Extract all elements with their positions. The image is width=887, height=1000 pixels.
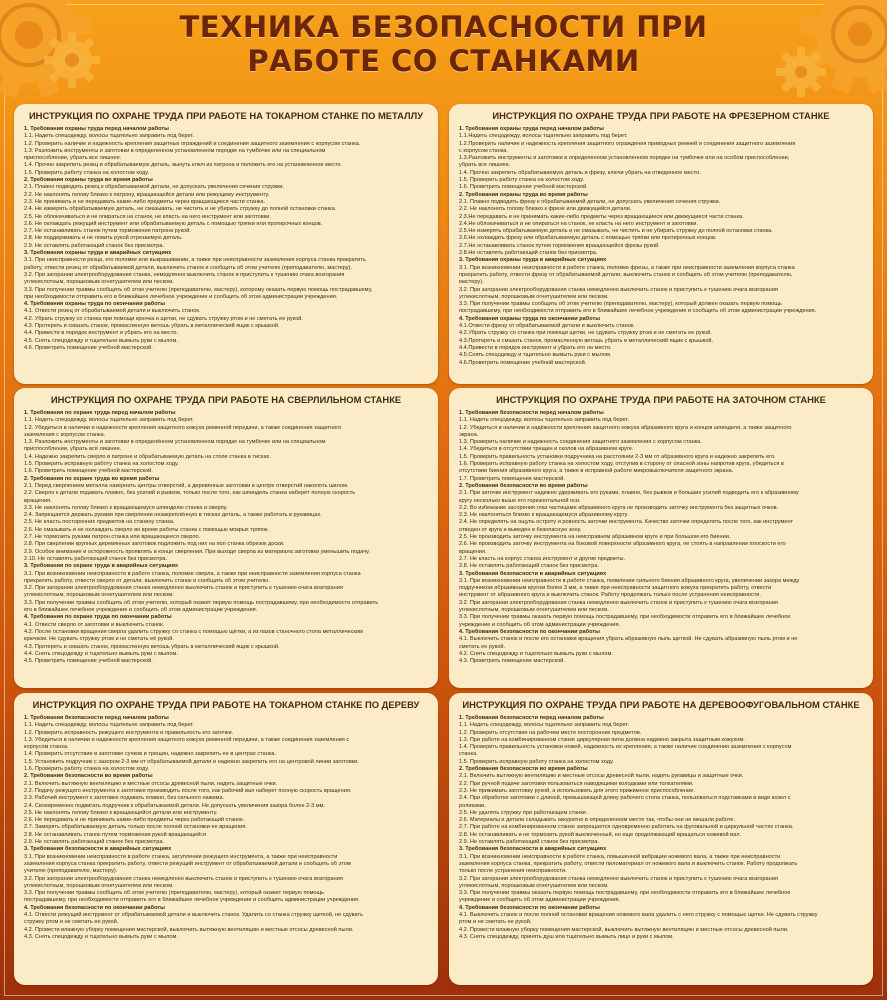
- instruction-item: углекислотным, порошковым огнетушителем или песком.: [459, 882, 609, 889]
- panel-body: [24, 126, 428, 352]
- poster-title: [0, 10, 887, 78]
- section-heading: 4. Требования безопасности по окончании работы: [24, 904, 165, 911]
- instruction-item: 2.7.Не останавливать станок путем торможения вращающейся фрезы рукой.: [459, 242, 660, 249]
- section-heading: 1. Требования безопасности перед началом работы: [459, 410, 604, 416]
- instruction-item: 2.1. Включить вытяжную вентиляцию и местные отсосы древесной пыли, надеть защитные очки.: [24, 780, 278, 787]
- instruction-item: 2.1. Перед сверлением металла накернить центры отверстий, а деревянные заготовки в центре отверстий наколоть шилом.: [24, 482, 349, 489]
- instruction-item: 2.6.Не охлаждать фрезу или обрабатываемую деталь с помощью тряпки или протирочных концов.: [459, 235, 717, 242]
- section-heading: 1. Требования охраны труда перед началом работы: [459, 126, 604, 132]
- section-heading: 3. Требования охраны труда в аварийных ситуациях: [459, 257, 607, 264]
- section-heading: 1. Требования безопасности перед началом работы: [459, 715, 604, 721]
- instruction-item: учителю (преподавателю, мастеру).: [24, 868, 118, 875]
- instruction-item: 4.2. Провести влажную уборку помещения мастерской, выключить вытяжную вентиляцию и местные отсосы древесной пыли.: [24, 926, 354, 933]
- instruction-item: 2.8. Не останавливать и не тормозить рукой выключенный, но еще продолжающий вращаться ножевой вал.: [459, 831, 742, 838]
- instruction-item: 3.1. При возникновении неисправности в работе станка, поломке сверла, а также при неисправности заземления корпуса станка: [24, 570, 361, 577]
- section-heading: 2. Требования безопасности во время работы: [459, 766, 588, 773]
- instruction-item: 4.5. Проветрить помещение учебной мастерской.: [24, 658, 153, 665]
- instruction-item: 2.5. Не наклонять голову близко к вращающейся детали или инструменту.: [24, 809, 218, 816]
- section-heading: 3. Требования безопасности в аварийных ситуациях: [459, 846, 607, 853]
- instruction-item: 2.4. При обработке заготовки с длиной, превышающей длину рабочего стола станка, пользоваться подставками в виде козел с: [459, 795, 791, 802]
- instruction-item: 2.4. Не измерять обрабатываемую деталь, не смазывать, не чистить и не убирать стружку до полной остановки станка.: [24, 206, 337, 213]
- instruction-item: 1.4. Проверить отсутствие в заготовке сучков и трещин, надежно закрепить ее в центрах станка.: [24, 751, 277, 758]
- panel-milling: [449, 104, 873, 384]
- instruction-item: 1.6. Проверить работу станка на холостом ходу.: [24, 766, 150, 773]
- instruction-item: только после устранения неисправности.: [459, 868, 567, 875]
- instruction-item: 2.9. Не оставлять работающий станок без присмотра.: [459, 839, 599, 846]
- section-heading: 4. Требования безопасности по окончании работы: [459, 628, 600, 635]
- instruction-item: 2.7. При работе на комбинированном станке запрещается одновременно работать на фуговальной и циркульной частях станка.: [459, 824, 794, 831]
- instruction-item: 2.4. Запрещается держать руками при сверлении незакреплённую в тисках деталь, а также работать в рукавицах.: [24, 512, 322, 519]
- instruction-item: крючком. Не сдувать стружку ртом и не сметать её рукой.: [24, 636, 174, 643]
- instruction-item: 3.3. При получении травмы сообщить об этом учителю (преподавателю, мастеру), который должен оказать первую помощь: [459, 301, 782, 308]
- instruction-item: 3.3. При получении травмы сообщить об этом учителю (преподавателю, мастеру), которому оказать первую помощь пострадавшему,: [24, 286, 373, 293]
- instruction-item: 3.1. При возникновении неисправности в работе станка, повышенной вибрации ножевого вала, а также при неисправности: [459, 853, 781, 860]
- instruction-item: при необходимости отправить его в ближайшее лечебное учреждение и сообщить об этом администрации учреждения.: [24, 293, 338, 300]
- section-heading: 1. Требования безопасности перед началом работы: [24, 715, 169, 721]
- instruction-item: 1.4. Убедиться в отсутствии трещин и сколов на абразивном круге.: [459, 446, 634, 453]
- instruction-item: 1.6. Проветрить помещение учебной мастерской.: [459, 184, 588, 191]
- instruction-item: 2.3. Не прижимать заготовку рукой, а использовать для этого прижимное приспособление.: [459, 787, 695, 794]
- instruction-item: 1.5. Проверить исправную работу станка на холостом ходу.: [24, 461, 179, 468]
- instruction-item: 3.3. При получении травмы сообщить об этом учителю (преподавателю, мастеру), который окажет первую помощь: [24, 890, 325, 897]
- section-heading: 1. Требования охраны труда перед началом работы: [24, 126, 169, 132]
- instruction-item: 2.3. Рабочий инструмент к заготовке подавать плавно, без сильного нажима.: [24, 795, 225, 802]
- instruction-item: 1.3. Проверить наличие и надежность соединения защитного заземления с корпусом станка.: [459, 439, 702, 446]
- instruction-item: 2.8.Не оставлять работающий станок без присмотра.: [459, 250, 598, 257]
- instruction-item: 3.3. При получении травмы сообщить об этом учителю, который окажет первую помощь пострадавшему, при необходимости отправить: [24, 599, 379, 606]
- instruction-item: 1.3. Разложить инструменты и заготовки в определённом установленном порядке на тумбочке или на специальном: [24, 439, 326, 446]
- instruction-item: 1.2. Проверить исправность режущего инструмента и правильность его заточки.: [24, 729, 234, 736]
- instruction-item: 2.5.Не измерять обрабатываемую деталь и не смазывать, не чистить и не убирать стружку до полной остановки станка.: [459, 228, 773, 235]
- panel-body: [24, 715, 428, 941]
- instruction-item: 2.2. Не наклонять голову близко к патрону, вращающейся детали или режущему инструменту.: [24, 191, 270, 198]
- panel-body: [459, 126, 863, 367]
- instruction-item: вращения.: [459, 548, 487, 555]
- instruction-item: 4.3. Протереть и смазать станок, промасленную ветошь убрать в металлический ящик с крышкой.: [24, 643, 280, 650]
- instruction-item: с корпусом станка.: [459, 147, 508, 154]
- instruction-item: 1.5. Проверить работу станка на холостом ходу.: [459, 177, 585, 184]
- instruction-item: 2.3. Не наклоняться близко к вращающемуся абразивному кругу.: [459, 512, 629, 519]
- instruction-item: 4.2. После остановки вращения сверла удалить стружку со станка с помощью щётки, а из пазов станочного стола металлическим: [24, 628, 363, 635]
- section-heading: 2. Требования охраны труда во время работы: [459, 191, 588, 198]
- instruction-item: 2.4.Не облокачиваться и не опираться на станок, не класть на него инструмент и заготовки.: [459, 220, 698, 227]
- instruction-item: 4.3. Снять спецодежду, принять душ или тщательно вымыть лицо и руки с мылом.: [459, 933, 674, 940]
- instruction-item: 2.1. Включить вытяжную вентиляцию и местные отсосы древесной пыли, надеть рукавицы и защитные очки.: [459, 773, 744, 780]
- poster-title-line-1: ТЕХНИКА БЕЗОПАСНОСТИ ПРИ: [179, 10, 708, 44]
- instruction-item: прекратить работу, отвести сверло от детали, выключить станок и сообщить об этом учителю.: [24, 577, 270, 584]
- instruction-item: инструмент от абразивного круга и выключить станок. Работу продолжать только после устранения неисправности.: [459, 592, 761, 599]
- instruction-item: 1.7. Проветрить помещение мастерской.: [459, 475, 565, 482]
- section-heading: 1. Требования по охране труда перед началом работы: [24, 410, 176, 416]
- panel-lathe-wood: [14, 693, 438, 985]
- instruction-item: стружку ртом и не сметать ее рукой.: [24, 919, 119, 926]
- instruction-item: 2.7. Замерять обрабатываемую деталь только после полной остановки ее вращения.: [24, 824, 247, 831]
- panel-title: ИНСТРУКЦИЯ ПО ОХРАНЕ ТРУДА ПРИ РАБОТЕ НА ТОКАРНОМ СТАНКЕ ПО МЕТАЛЛУ: [28, 110, 424, 121]
- instruction-item: углекислотным, порошковым огнетушителем или песком.: [459, 293, 609, 300]
- instruction-item: роликами.: [459, 802, 486, 809]
- instruction-item: 2.5. Не облокачиваться и не опираться на станок, не класть на него инструмент или заготовки.: [24, 213, 271, 220]
- instruction-item: 4.4. Привести в порядок инструмент и убрать его на место.: [24, 330, 179, 337]
- section-heading: 2. Требования безопасности во время работы: [459, 482, 588, 489]
- instruction-item: 3.1. При возникновении неисправности в работе станка, поломке фрезы, а также при неисправности заземления корпуса станка: [459, 264, 795, 271]
- instruction-item: 4.1. Выключить станок и после полной остановки вращения ножевого вала удалить с него стружку с помощью щетки. Не сдувать стружку: [459, 912, 818, 919]
- instruction-item: заземления корпуса станка, прекратить работу, отвести пиломатериал от ножевого вала и выключить станок. Работу продолжать: [459, 860, 798, 867]
- instruction-item: 2.9. Не оставлять работающий станок без присмотра.: [24, 242, 164, 249]
- instruction-item: 2.8. Не останавливать станок путем торможения рукой вращающейся: [24, 831, 207, 838]
- panel-title: ИНСТРУКЦИЯ ПО ОХРАНЕ ТРУДА ПРИ РАБОТЕ НА ТОКАРНОМ СТАНКЕ ПО ДЕРЕВУ: [32, 699, 420, 710]
- instruction-item: кругу несколько выше его горизонтальной оси.: [459, 497, 581, 504]
- instruction-item: 1.6. Проветрить помещение учебной мастерской.: [24, 468, 153, 475]
- instruction-item: пострадавшему, при необходимости отправить его в ближайшее лечебное учреждение и сообщить об этом администрации учреждения.: [459, 308, 817, 315]
- instruction-item: 1.1.Надеть спецодежду, волосы тщательно заправить под берет.: [459, 133, 628, 140]
- panel-body: [459, 715, 863, 941]
- panel-title: ИНСТРУКЦИЯ ПО ОХРАНЕ ТРУДА ПРИ РАБОТЕ НА СВЕРЛИЛЬНОМ СТАНКЕ: [50, 394, 402, 405]
- instruction-item: 2.7. Не останавливать станок путем торможения патрона рукой.: [24, 228, 191, 235]
- section-heading: 3. Требования по охране труда в аварийных ситуациях: [24, 563, 178, 570]
- instruction-item: 2.1. Плавно подводить резец к обрабатываемой детали, не допускать увеличения сечения стружки.: [24, 184, 285, 191]
- instruction-item: станка.: [459, 751, 478, 758]
- instruction-item: 2.5. Не класть посторонних предметов на станину станка.: [24, 519, 175, 526]
- instruction-item: 1.3. Убедиться в наличии и надежности крепления защитного кожуха ременной передачи, а также соединения заземления с: [24, 736, 350, 743]
- instruction-item: 2.4. Не определять на ощупь остроту и ровность заточки инструмента. Качество заточки определять после того, как инструмент: [459, 519, 794, 526]
- instruction-item: 2.3. Не наклонять голову близко к вращающемуся шпинделю станка и сверлу.: [24, 504, 228, 511]
- instruction-item: 3.3. При получении травмы оказать первую помощь пострадавшему, при необходимости отправить его в ближайшее лечебное: [459, 614, 791, 621]
- instruction-item: 1.3. Разложить инструменты и заготовки в определенном установленном порядке на тумбочке или на специальном: [24, 147, 326, 154]
- section-heading: 3. Требования безопасности в аварийных ситуациях: [24, 846, 172, 853]
- instruction-item: 3.2. При загорании электрооборудования станка немедленно выключить станок и приступить к тушению очага возгорания: [459, 286, 778, 293]
- instruction-item: пострадавшему, при необходимости отправить его в ближайшее лечебное учреждение и сообщить администрации учреждения.: [24, 897, 360, 904]
- instruction-item: 4.1. Выключить станок и после его остановки вращения убрать абразивную пыль щеткой. Не сдувать абразивную пыль ртом и не: [459, 636, 798, 643]
- instruction-item: приспособлении, убрать всё лишнее.: [24, 446, 122, 453]
- instruction-item: 3.3. При получении травмы оказать первую помощь пострадавшему, при необходимости отправить его в ближайшее лечебное: [459, 890, 791, 897]
- instruction-item: мастеру).: [459, 279, 484, 286]
- instruction-item: сметать ее рукой.: [459, 643, 506, 650]
- instruction-item: углекислотным, порошковым огнетушителем или песком.: [24, 882, 174, 889]
- instruction-item: 1.5. Проверить работу станка на холостом ходу.: [24, 169, 150, 176]
- panel-body: [459, 410, 863, 665]
- instruction-item: 2.6. Не смазывать и не охлаждать сверло во время работы станка с помощью мокрых тряпок.: [24, 526, 270, 533]
- instruction-item: 1.5. Проверить правильность установки подручника на расстоянии 2-3 мм от абразивного круга и надежно закрепить его.: [459, 453, 776, 460]
- poster-title-line-2: РАБОТЕ СО СТАНКАМИ: [247, 44, 640, 78]
- instruction-item: 2.2. Подачу режущего инструмента к заготовке производить после того, как рабочий вал наберет полную скорость вращения.: [24, 787, 352, 794]
- instruction-item: 2.2. Во избежание засорения глаз частицами абразивного круга не производить заточку инструмента без защитных очков.: [459, 504, 779, 511]
- panel-drilling: [14, 388, 438, 688]
- instruction-item: 2.4. Своевременно подвигать подручник к обрабатываемой детали. Не допускать увеличения зазора более 2-3 мм.: [24, 802, 326, 809]
- instruction-item: 4.2. Провести влажную уборку помещения мастерской, выключить вытяжную вентиляцию и местные отсосы древесной пыли.: [459, 926, 789, 933]
- instruction-item: 3.1. При возникновении неисправности в работе станка, появлении сильного биения абразивного круга, увеличении зазора между: [459, 577, 800, 584]
- instruction-item: убрать все лишнее.: [459, 162, 511, 169]
- instruction-item: углекислотным, порошковым огнетушителем или песком.: [459, 607, 609, 614]
- section-heading: 2. Требования охраны труда во время работы: [24, 177, 153, 184]
- instruction-item: 4.3. Снять спецодежду и тщательно вымыть руки с мылом.: [24, 933, 178, 940]
- instruction-item: 2.5. Не производить заточку инструмента на неисправном абразивном круге и при большом его биении.: [459, 534, 731, 541]
- instruction-item: 2.8. При сверлении крупных деревянных заготовок подложить под них на пол станка обрезок доски.: [24, 541, 285, 548]
- instruction-item: углекислотным, порошковым огнетушителем или песком.: [24, 592, 174, 599]
- instruction-item: 4.2.Убрать стружку со станка при помощи щетки, не сдувать стружку ртом и не сметать ее рукой.: [459, 330, 712, 337]
- panel-body: [24, 410, 428, 665]
- instruction-item: 4.6.Проветрить помещение учебной мастерской.: [459, 359, 587, 366]
- instruction-item: прекратить работу, отвести фрезу от обрабатываемой детали, выключить станок и сообщить об этом учителю (преподавателю,: [459, 271, 793, 278]
- instruction-item: его в ближайшее лечебное учреждение и сообщить об этом администрации учреждения.: [24, 607, 258, 614]
- section-heading: 4. Требования охраны труда по окончании работы: [459, 315, 600, 322]
- panel-lathe-metal: [14, 104, 438, 384]
- instruction-item: 4.1. Отвести резец от обрабатываемой детали и выключить станок.: [24, 308, 201, 315]
- instruction-item: 2.7. Не тормозить руками патрон станка или вращающееся сверло.: [24, 534, 201, 541]
- instruction-item: экрана.: [459, 431, 479, 438]
- instruction-item: 4.4.Привести в порядок инструмент и убрать его на место.: [459, 344, 612, 351]
- instruction-item: 3.2. При загорании электрооборудования станка немедленно выключить станок и приступить к тушению очага возгорания: [459, 875, 778, 882]
- instruction-item: 4.2. Снять спецодежду и тщательно вымыть руки с мылом.: [459, 650, 613, 657]
- instruction-item: 1.4. Прочно закрепить обрабатываемую деталь и фрезу, ключи убрать на отведенное место.: [459, 169, 701, 176]
- instruction-item: отсутствии биения абразивного круга, а также в исправной работе микровыключателя защитного экрана.: [459, 468, 734, 475]
- instruction-item: 1.1. Надеть спецодежду, волосы тщательно заправить под берет.: [24, 417, 194, 424]
- instruction-item: отведен от круга и выведен в безопасную зону.: [459, 526, 582, 533]
- instruction-item: 1.4. Надежно закрепить сверло в патроне и обрабатываемую деталь на столе станка в тисках.: [24, 453, 271, 460]
- instruction-item: 1.2. Проверить наличие и надежность крепления защитных ограждений и соединения защитного заземления с корпусом станка.: [24, 140, 361, 147]
- section-heading: 3. Требования безопасности в аварийных ситуациях: [459, 570, 607, 577]
- instruction-item: 4.3.Протереть и смазать станок, промасленную ветошь убрать в металлический ящик с крышкой.: [459, 337, 714, 344]
- panel-grinding: [449, 388, 873, 688]
- instruction-item: 2.7. Не класть на корпус станка инструмент и другие предметы.: [459, 555, 626, 562]
- instruction-item: вращения.: [24, 497, 52, 504]
- instruction-item: 2.8. Не оставлять работающий станок без присмотра.: [459, 563, 599, 570]
- instruction-item: углекислотным, порошковым огнетушителем или песком.: [24, 279, 174, 286]
- section-heading: 4. Требования безопасности по окончании работы: [459, 904, 600, 911]
- instruction-item: 2.3. Не принимать и не передавать какие-либо предметы через вращающиеся части станка.: [24, 198, 266, 205]
- instruction-item: 4.5.Снять спецодежду и тщательно вымыть руки с мылом.: [459, 352, 612, 359]
- instruction-item: 2.6. Не охлаждать режущий инструмент или обрабатываемую деталь с помощью тряпки или протирочных концов.: [24, 220, 323, 227]
- instruction-item: 2.10. Не оставлять работающий станок без присмотра.: [24, 555, 168, 562]
- instruction-item: 1.2. Убедиться в наличии и надежности крепления защитного кожуха ременной передачи, а также соединения защитного: [24, 424, 342, 431]
- panel-title: ИНСТРУКЦИЯ ПО ОХРАНЕ ТРУДА ПРИ РАБОТЕ НА ДЕРЕВООФУГОВАЛЬНОМ СТАНКЕ: [462, 699, 860, 710]
- instruction-item: 3.1. При возникновении неисправности в работе станка, затуплении режущего инструмента, а также при неисправности: [24, 853, 338, 860]
- instruction-item: 2.2. При ручной подаче заготовки пользоваться наводящими колодками или толкателями.: [459, 780, 694, 787]
- instruction-item: 4.2. Убрать стружку со станка при помощи крючка и щетки, не сдувать стружку ртом и не сметать ее рукой.: [24, 315, 303, 322]
- instruction-item: 3.2. При загорании электрооборудования станка, немедленно выключить станок и приступить к тушению очага возгорания: [24, 271, 345, 278]
- section-heading: 4. Требования охраны труда по окончании работы: [24, 301, 165, 308]
- instruction-item: 2.8. Не поддерживать и не ловить рукой отрезаемую деталь.: [24, 235, 183, 242]
- instruction-item: 4.1. Отвести сверло от заготовки и выключить станок.: [24, 621, 165, 628]
- instruction-item: 3.2. При загорании электрооборудования станка немедленно выключить станок и приступить к тушению очага возгорания: [24, 585, 343, 592]
- instruction-item: 2.1. При заточке инструмент надежно удерживать его руками, плавно, без рывков и больших усилий подводить его к абразивному: [459, 490, 799, 497]
- instruction-item: заземления с корпусом станка.: [24, 431, 106, 438]
- section-heading: 2. Требования безопасности во время работы: [24, 773, 153, 780]
- instruction-item: 1.1. Надеть спецодежду, волосы тщательно заправить под берет.: [24, 133, 194, 140]
- instruction-item: 2.6. Не производить заточку инструмента на боковой поверхности абразивного круга, не стоять в направлении плоскости его: [459, 541, 786, 548]
- instruction-item: 2.9. Особое внимание и осторожность проявлять в конце сверления. При выходе сверла из материала заготовки уменьшить подачу.: [24, 548, 370, 555]
- instruction-item: 2.6. Не передавать и не принимать какие-либо предметы через работающий станок.: [24, 817, 245, 824]
- instruction-item: приспособлении, убрать все лишнее.: [24, 155, 122, 162]
- instruction-item: 1.1. Надеть спецодежду, волосы тщательно заправить под берет.: [459, 417, 629, 424]
- instruction-item: 1.1. Надеть спецодежду, волосы тщательно заправить под берет.: [24, 722, 194, 729]
- instruction-item: заземления корпуса станка прекратить работу, отвести режущий инструмент от обрабатываемой детали и сообщить об этом: [24, 860, 351, 867]
- instruction-item: 4.1.Отвести фрезу от обрабатываемой детали и выключить станок.: [459, 323, 635, 330]
- section-heading: 3. Требования охраны труда в аварийных ситуациях: [24, 250, 172, 257]
- instruction-item: 2.2. Не наклонять голову близко к фрезе или движущейся детали.: [459, 206, 632, 213]
- instruction-item: 2.1. Плавно подводить фрезу к обрабатываемой детали, не допускать увеличения сечения стружки.: [459, 198, 721, 205]
- instruction-item: 2.5. Не удалять стружку при работающем станке.: [459, 809, 588, 816]
- instruction-item: учреждение и сообщить об этом администрации учреждения.: [459, 897, 621, 904]
- instruction-item: 2.3.Не передавать и не принимать какие-либо предметы через вращающиеся или движущиеся части станка.: [459, 213, 744, 220]
- instruction-item: 4.1. Отвести режущий инструмент от обрабатываемой детали и выключить станок. Удалить со станка стружку щеткой, не сдувать: [24, 912, 363, 919]
- instruction-item: 1.6. Проверить исправную работу станка на холостом ходу, отступив в сторону от опасной зоны напротив круга, убедиться в: [459, 461, 784, 468]
- instruction-item: 1.5. Установить подручник с зазором 2-3 мм от обрабатываемой детали и надежно закрепить его на центровой линии заготовки.: [24, 758, 359, 765]
- instruction-item: 1.2.Проверить наличие и надежность крепления защитного ограждения приводных ремней и соединения защитного заземления: [459, 140, 796, 147]
- instruction-item: 3.1. При неисправности резца, его поломке или выкрашивании, а также при неисправности заземления корпуса станка прекратить: [24, 257, 366, 264]
- instruction-item: 1.4. Проверить правильность установки ножей, надежность их крепления, а также наличие соединения заземления с корпусом: [459, 744, 792, 751]
- section-heading: 2. Требования по охране труда во время работы: [24, 475, 160, 482]
- section-heading: 4. Требования по охране труда по окончании работы: [24, 614, 172, 621]
- instruction-item: 1.3. При работе на комбинированном станке циркулярная пила должна надежно закрыта защитным кожухом.: [459, 736, 745, 743]
- instruction-item: 4.3. Протереть и смазать станок, промасленную ветошь убрать в металлический ящик с крышкой.: [24, 323, 280, 330]
- panel-jointer: [449, 693, 873, 985]
- instruction-item: 4.5. Снять спецодежду и тщательно вымыть руки с мылом.: [24, 337, 178, 344]
- instruction-item: 1.3.Разложить инструменты и заготовки в определенном установленном порядке на тумбочке или на особом приспособлении,: [459, 155, 790, 162]
- instruction-item: 2.2. Сверло к детали подавать плавно, без усилий и рывков, только после того, как шпиндель станка наберёт полную скорость: [24, 490, 356, 497]
- instruction-item: 4.4. Снять спецодежду и тщательно вымыть руки с мылом.: [24, 650, 178, 657]
- instruction-item: 1.4. Прочно закрепить резец и обрабатываемую деталь, вынуть ключ из патрона и положить его на установленное место.: [24, 162, 343, 169]
- instruction-item: 1.1. Надеть спецодежду, волосы тщательно заправить под берет.: [459, 722, 629, 729]
- instruction-item: 2.9. Не оставлять работающий станок без присмотра.: [24, 839, 164, 846]
- instruction-item: 4.6. Проветрить помещение учебной мастерской.: [24, 344, 153, 351]
- instruction-item: 3.2. При загорании электрооборудования станка немедленно выключить станок и приступить к тушению очага возгорания: [459, 599, 778, 606]
- instruction-item: работу, отвести резец от обрабатываемой детали, выключить станок и сообщить об этом учителю (преподавателю, мастеру).: [24, 264, 352, 271]
- panel-title: ИНСТРУКЦИЯ ПО ОХРАНЕ ТРУДА ПРИ РАБОТЕ НА ФРЕЗЕРНОМ СТАНКЕ: [492, 110, 830, 121]
- instruction-item: 3.2. При загорании электрооборудования станка немедленно выключить станок и приступить к тушению очага возгорания: [24, 875, 343, 882]
- instruction-item: корпусом станка.: [24, 744, 69, 751]
- instruction-item: 1.2. Проверить отсутствие на рабочем месте посторонних предметов.: [459, 729, 642, 736]
- instruction-item: 2.6. Материалы и детали складывать аккуратно в определенном месте так, чтобы они не мешали работе.: [459, 817, 736, 824]
- instruction-item: 4.3. Проветрить помещение мастерской.: [459, 658, 565, 665]
- instruction-item: ртом и не сметать ее рукой.: [459, 919, 532, 926]
- instruction-item: 1.2. Убедиться в наличии и надёжности крепления защитного кожуха абразивного круга и концов шпинделя, а также защитного: [459, 424, 792, 431]
- instruction-item: подручником абразивным кругом более 3 мм, а также при неисправности защитного кожуха прекратить работу, отвести: [459, 585, 772, 592]
- panel-title: ИНСТРУКЦИЯ ПО ОХРАНЕ ТРУДА ПРИ РАБОТЕ НА ЗАТОЧНОМ СТАНКЕ: [496, 394, 826, 405]
- instruction-item: учреждение и сообщить об этом администрации учреждения.: [459, 621, 621, 628]
- instruction-item: 1.5. Проверить исправную работу станка на холостом ходу.: [459, 758, 614, 765]
